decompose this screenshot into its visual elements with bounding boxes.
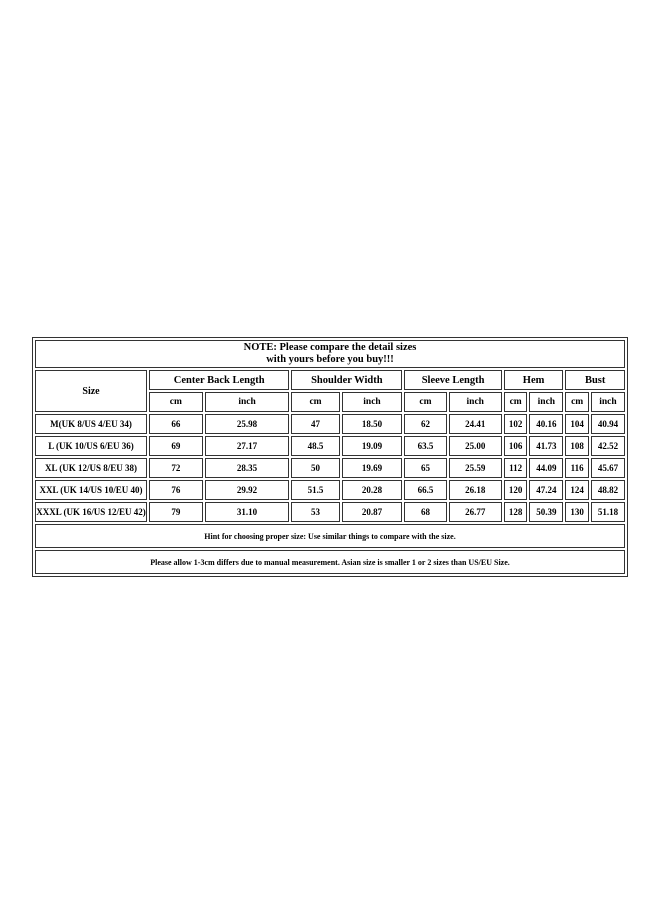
allowance-text: Please allow 1-3cm differs due to manual measurement. Asian size is smaller 1 or 2 sizes than US/EU Size.: [35, 550, 625, 574]
value-cell: 25.59: [449, 458, 502, 478]
value-cell: 51.5: [291, 480, 339, 500]
value-cell: 27.17: [205, 436, 290, 456]
value-cell: 120: [504, 480, 528, 500]
unit-cell: cm: [149, 392, 203, 412]
value-cell: 76: [149, 480, 203, 500]
table-row: [35, 502, 625, 522]
size-header: Size: [35, 370, 147, 412]
value-cell: 41.73: [529, 436, 563, 456]
unit-cell: cm: [291, 392, 339, 412]
value-cell: 45.67: [591, 458, 625, 478]
unit-cell: cm: [565, 392, 589, 412]
value-cell: 106: [504, 436, 528, 456]
header-shoulder-width: Shoulder Width: [291, 370, 402, 390]
value-cell: 26.77: [449, 502, 502, 522]
value-cell: 50: [291, 458, 339, 478]
note-cell: [35, 340, 625, 368]
table-row: [35, 414, 625, 434]
size-cell: L (UK 10/US 6/EU 36): [35, 436, 147, 456]
value-cell: 19.69: [342, 458, 403, 478]
unit-cell: inch: [529, 392, 563, 412]
value-cell: 25.98: [205, 414, 290, 434]
value-cell: 69: [149, 436, 203, 456]
header-sleeve-length: Sleeve Length: [404, 370, 502, 390]
size-cell: M(UK 8/US 4/EU 34): [35, 414, 147, 434]
value-cell: 102: [504, 414, 528, 434]
value-cell: 128: [504, 502, 528, 522]
unit-cell: inch: [205, 392, 290, 412]
value-cell: 65: [404, 458, 446, 478]
unit-cell: inch: [449, 392, 502, 412]
value-cell: 31.10: [205, 502, 290, 522]
value-cell: 66.5: [404, 480, 446, 500]
unit-cell: inch: [342, 392, 403, 412]
value-cell: 44.09: [529, 458, 563, 478]
value-cell: 51.18: [591, 502, 625, 522]
value-cell: 25.00: [449, 436, 502, 456]
value-cell: 53: [291, 502, 339, 522]
size-cell: XXXL (UK 16/US 12/EU 42): [35, 502, 147, 522]
value-cell: 79: [149, 502, 203, 522]
value-cell: 29.92: [205, 480, 290, 500]
value-cell: 47: [291, 414, 339, 434]
unit-cell: cm: [404, 392, 446, 412]
size-cell: XXL (UK 14/US 10/EU 40): [35, 480, 147, 500]
unit-cell: inch: [591, 392, 625, 412]
value-cell: 112: [504, 458, 528, 478]
value-cell: 130: [565, 502, 589, 522]
note-line-2: with yours before you buy!!!: [266, 354, 394, 365]
value-cell: 116: [565, 458, 589, 478]
value-cell: 108: [565, 436, 589, 456]
header-center-back-length: Center Back Length: [149, 370, 289, 390]
value-cell: 48.5: [291, 436, 339, 456]
table-row: [35, 458, 625, 478]
header-hem: Hem: [504, 370, 564, 390]
table-row: [35, 436, 625, 456]
hint-text: Hint for choosing proper size: Use similar things to compare with the size.: [35, 524, 625, 548]
header-bust: Bust: [565, 370, 625, 390]
size-table: [32, 337, 628, 577]
value-cell: 40.94: [591, 414, 625, 434]
value-cell: 104: [565, 414, 589, 434]
value-cell: 47.24: [529, 480, 563, 500]
value-cell: 48.82: [591, 480, 625, 500]
size-chart: [32, 337, 628, 577]
value-cell: 20.87: [342, 502, 403, 522]
value-cell: 68: [404, 502, 446, 522]
value-cell: 20.28: [342, 480, 403, 500]
value-cell: 28.35: [205, 458, 290, 478]
value-cell: 63.5: [404, 436, 446, 456]
value-cell: 124: [565, 480, 589, 500]
value-cell: 40.16: [529, 414, 563, 434]
value-cell: 62: [404, 414, 446, 434]
value-cell: 18.50: [342, 414, 403, 434]
value-cell: 24.41: [449, 414, 502, 434]
value-cell: 66: [149, 414, 203, 434]
value-cell: 72: [149, 458, 203, 478]
value-cell: 42.52: [591, 436, 625, 456]
value-cell: 50.39: [529, 502, 563, 522]
value-cell: 26.18: [449, 480, 502, 500]
note-line-1: NOTE: Please compare the detail sizes: [243, 342, 417, 353]
unit-cell: cm: [504, 392, 528, 412]
table-row: [35, 480, 625, 500]
value-cell: 19.09: [342, 436, 403, 456]
size-cell: XL (UK 12/US 8/EU 38): [35, 458, 147, 478]
